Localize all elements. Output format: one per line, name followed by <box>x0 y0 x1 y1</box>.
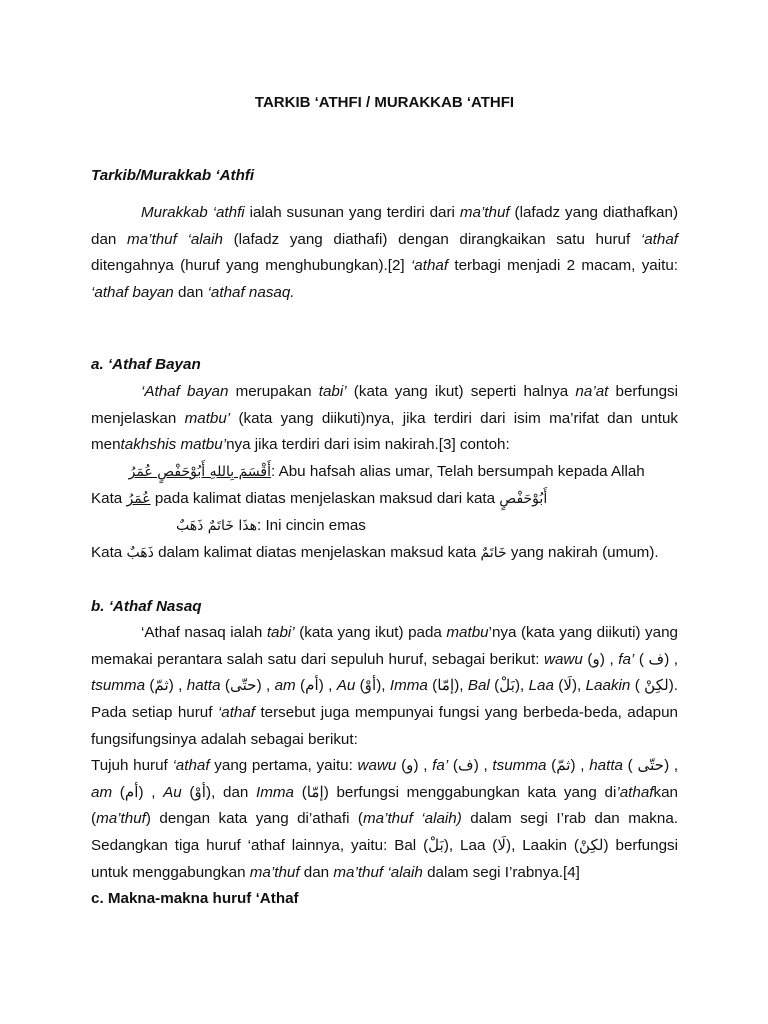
text-span: (بَلْ), <box>489 677 529 695</box>
text-span: (إمّا), <box>427 677 468 695</box>
text-span: Au <box>336 677 356 695</box>
intro-paragraph <box>91 200 678 307</box>
text-span: yang pertama, yaitu: <box>209 757 358 774</box>
arabic-word: أَبُوْحَفْصٍ <box>499 491 548 507</box>
text-span: (kata yang ikut) seperti halnya <box>346 383 576 400</box>
text-span: ( لكِنْ). Pada setiap huruf <box>91 677 678 722</box>
section-heading-athaf-bayan: a. ‘Athaf Bayan <box>91 356 201 373</box>
text-span: Au <box>163 783 182 801</box>
text-span: (ف) , <box>448 757 493 774</box>
text-span: tabi’ <box>318 383 347 400</box>
text-span: dalam segi I’rabnya.[4] <box>422 863 580 881</box>
text-span: ditengahnya (huruf yang menghubungkan).[2] <box>91 257 411 275</box>
text-span: am <box>91 783 113 801</box>
text-span: (أم) , <box>295 677 337 695</box>
text-span: ‘athaf nasaq. <box>207 284 295 302</box>
text-span: (لَا), <box>553 677 586 695</box>
section-heading-intro: Tarkib/Murakkab ‘Athfi <box>91 167 255 184</box>
text-span: ‘athaf <box>172 757 210 774</box>
example-line-3 <box>91 513 678 540</box>
athaf-nasaq-paragraph <box>91 620 678 754</box>
arabic-word: عُمَرُ <box>126 491 151 507</box>
section-heading-makna-huruf-athaf: c. Makna-makna huruf ‘Athaf <box>91 890 299 907</box>
text-span: Kata <box>91 544 127 561</box>
text-span: ‘athaf <box>410 257 449 275</box>
example-line-2 <box>91 486 678 513</box>
text-span: (ثمّ) , <box>145 677 187 695</box>
athaf-bayan-paragraph <box>91 379 678 459</box>
example-gloss: : Ini cincin emas <box>257 517 366 534</box>
section-heading-athaf-nasaq: b. ‘Athaf Nasaq <box>91 598 202 615</box>
text-span: (و) , <box>582 650 619 668</box>
text-span: fa’ <box>618 650 635 668</box>
text-span: (إمّا) berfungsi menggabungkan kata yang di <box>294 783 617 801</box>
text-span: ‘athaf bayan <box>91 284 174 302</box>
text-span: pada kalimat diatas menjelaskan maksud dari kata <box>150 490 500 507</box>
text-span: ) dengan kata yang di’athafi ( <box>145 810 363 828</box>
text-span: dalam kalimat diatas menjelaskan maksud kata <box>153 544 481 561</box>
text-span: nya jika terdiri dari isim nakirah.[3] contoh: <box>226 436 510 454</box>
text-span: ( ف) , <box>634 650 679 668</box>
text-span: matbu <box>446 624 489 641</box>
text-span: wawu <box>544 650 583 668</box>
example-line-1 <box>91 459 678 486</box>
text-span: (أوْ), dan <box>181 783 257 801</box>
text-span: yang nakirah (umum). <box>506 544 659 561</box>
text-span: ma’thuf ‘alaih <box>127 230 223 248</box>
text-span: ‘Athaf bayan <box>141 383 229 400</box>
text-span: terbagi menjadi 2 macam, yaitu: <box>448 257 678 275</box>
text-span: na’at <box>575 383 609 400</box>
arabic-word: ذَهَبٌ <box>126 545 154 561</box>
text-span: Imma <box>389 677 428 695</box>
text-span: (أم) , <box>112 783 164 801</box>
text-span: (و) , <box>396 757 433 774</box>
text-span: Murakkab ‘athfi <box>141 204 245 221</box>
arabic-example: هذَا خَاتَمٌ ذَهَبٌ <box>175 518 257 534</box>
text-span: ma’thuf <box>249 863 300 881</box>
arabic-example: أَقْسَمَ بِاللهِ أَبُوْحَفْصٍ عُمَرُ <box>128 464 271 480</box>
text-span: (حتّى) , <box>220 677 275 695</box>
text-span: fa’ <box>432 757 449 774</box>
text-span: kan ( <box>91 783 678 828</box>
text-span: Laakin <box>585 677 631 695</box>
text-span: ma’thuf ‘alaih) <box>362 810 462 828</box>
text-span: (أوْ), <box>355 677 390 695</box>
text-span: Bal <box>467 677 490 695</box>
text-span: hatta <box>589 757 623 774</box>
text-span: dan <box>173 284 208 302</box>
text-span: (lafadz yang diathafkan) dan <box>91 204 679 248</box>
text-span: ma’thuf <box>459 204 510 221</box>
text-span: (kata yang ikut) pada <box>294 624 447 641</box>
text-span: ‘Athaf nasaq ialah <box>141 624 267 641</box>
page-title: TARKIB ‘ATHFI / MURAKKAB ‘ATHFI <box>254 94 515 111</box>
text-span: tersebut juga mempunyai fungsi yang berbeda-beda, adapun fungsifungsinya adalah sebagai berikut: <box>91 704 678 748</box>
text-span: Imma <box>256 783 294 801</box>
text-span: Kata <box>91 490 127 507</box>
text-span: ’athaf <box>616 783 654 801</box>
text-span: dalam segi I’rab dan makna. Sedangkan tiga huruf ‘athaf lainnya, yaitu: Bal (بَلْ), Laa (لَا), Laakin (لكِنْ) berfungsi untuk menggabungkan <box>91 810 679 881</box>
text-span: matbu’ <box>184 409 231 427</box>
text-span: am <box>274 677 296 695</box>
text-span: Tujuh huruf <box>91 757 173 774</box>
arabic-word: خَاتَمٌ <box>480 545 507 561</box>
text-span: ialah susunan yang terdiri dari <box>244 204 460 221</box>
text-span: ( حتّى) , <box>622 757 679 774</box>
text-span: ma’thuf <box>96 810 146 828</box>
athaf-nasaq-paragraph-2 <box>91 753 678 887</box>
text-span: ma’thuf ‘alaih <box>333 863 423 881</box>
text-span: merupakan <box>228 383 319 400</box>
text-span: ’nya (kata yang diikuti) yang memakai perantara salah satu dari sepuluh huruf, sebagai berikut: <box>91 624 678 668</box>
text-span: berfungsi menjelaskan <box>91 383 679 427</box>
text-span: takhshis matbu’ <box>120 436 227 454</box>
text-span: Laa <box>528 677 554 695</box>
text-span: ‘athaf <box>217 704 256 722</box>
text-span: (kata yang diikuti)nya, jika terdiri dari isim ma’rifat dan untuk men <box>91 409 678 454</box>
text-span: tabi’ <box>266 624 295 641</box>
example-gloss: : Abu hafsah alias umar, Telah bersumpah kepada Allah <box>271 463 645 480</box>
text-span: dan <box>299 863 334 881</box>
text-span: tsumma <box>492 757 547 774</box>
text-span: (lafadz yang diathafi) dengan dirangkaikan satu huruf <box>222 230 641 248</box>
text-span: (ثمّ) , <box>546 757 590 774</box>
text-span: hatta <box>186 677 221 695</box>
example-line-4 <box>91 540 678 567</box>
text-span: ‘athaf <box>640 230 678 248</box>
text-span: tsumma <box>91 677 146 695</box>
text-span: wawu <box>357 757 397 774</box>
